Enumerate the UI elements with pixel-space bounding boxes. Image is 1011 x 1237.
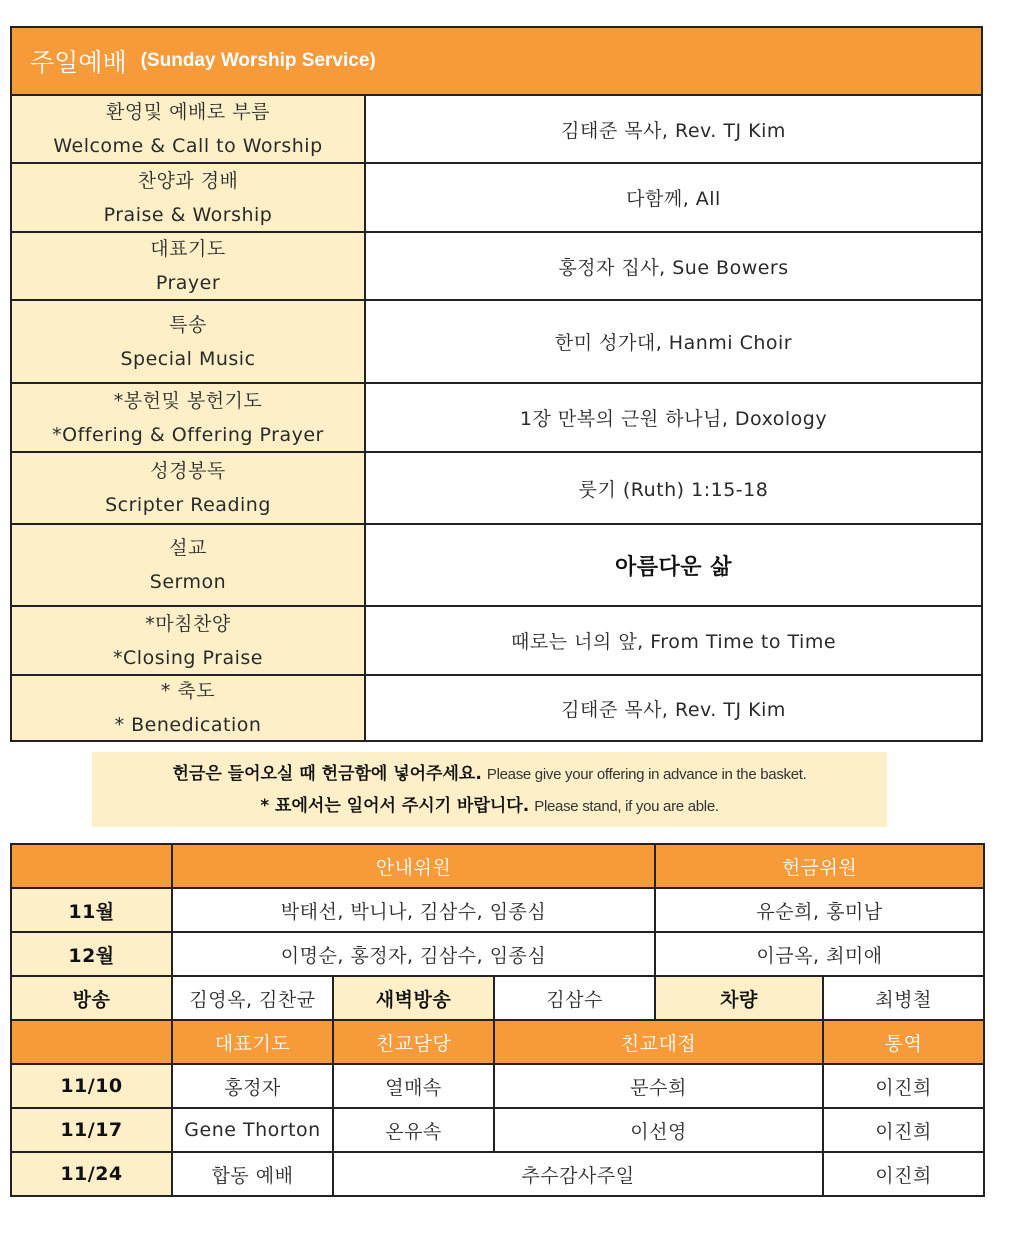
worship-row-closing <box>12 607 981 676</box>
fellowship-header: 친교담당 <box>333 1020 494 1064</box>
notice-ko-1: 헌금은 들어오실 때 헌금함에 넣어주세요. <box>172 763 482 784</box>
worship-header <box>12 28 981 96</box>
item-en: Scripter Reading <box>105 494 271 516</box>
item-en: Prayer <box>155 272 221 294</box>
interpret-name: 이진희 <box>823 1108 984 1152</box>
offering-committee-header: 헌금위원 <box>655 844 984 888</box>
fellowship-name: 온유속 <box>333 1108 494 1152</box>
worship-item-value: 다함께, All <box>626 188 721 210</box>
broadcast-names: 김영옥, 김찬균 <box>172 976 333 1020</box>
worship-title-en: (Sunday Worship Service) <box>140 50 376 71</box>
roster-header-blank <box>11 844 172 888</box>
week-row <box>11 1108 984 1152</box>
item-ko: 환영및 예배로 부름 <box>106 101 270 123</box>
dawn-broadcast-label: 새벽방송 <box>333 976 494 1020</box>
broadcast-row <box>11 976 984 1020</box>
worship-item-label <box>12 164 366 231</box>
interpret-header: 통역 <box>823 1020 984 1064</box>
vehicle-label: 차량 <box>655 976 823 1020</box>
duty-header-blank <box>11 1020 172 1064</box>
item-ko: 성경봉독 <box>150 460 226 482</box>
week-row <box>11 1064 984 1108</box>
worship-item-value: 1장 만복의 근원 하나님, Doxology <box>519 408 828 430</box>
worship-row-welcome <box>12 96 981 164</box>
broadcast-label: 방송 <box>11 976 172 1020</box>
duty-header-row <box>11 1020 984 1064</box>
usher-names: 박태선, 박니나, 김삼수, 임종심 <box>172 888 655 932</box>
interpret-name: 이진희 <box>823 1152 984 1196</box>
notice-line-1 <box>172 758 806 790</box>
worship-row-special-music <box>12 301 981 384</box>
notice-en-2: Please stand, if you are able. <box>534 797 719 815</box>
usher-header: 안내위원 <box>172 844 655 888</box>
prayer-name: 합동 예배 <box>172 1152 333 1196</box>
item-ko: *마침찬양 <box>145 612 231 635</box>
item-en: Praise & Worship <box>103 203 273 226</box>
worship-row-benediction <box>12 676 981 740</box>
roster-header-row <box>11 844 984 888</box>
prayer-header: 대표기도 <box>172 1020 333 1064</box>
interpret-name: 이진희 <box>823 1064 984 1108</box>
item-en: *Closing Praise <box>113 646 263 669</box>
worship-item-label <box>12 233 366 299</box>
usher-names: 이명순, 홍정자, 김삼수, 임종심 <box>172 932 655 976</box>
month-row <box>11 888 984 932</box>
item-en: Sermon <box>149 571 227 593</box>
prayer-name: Gene Thorton <box>172 1108 333 1152</box>
offering-names: 이금옥, 최미애 <box>655 932 984 976</box>
month-label: 11월 <box>11 888 172 932</box>
notice-en-1: Please give your offering in advance in the basket. <box>486 765 807 783</box>
week-row <box>11 1152 984 1196</box>
dawn-broadcast-name: 김삼수 <box>494 976 655 1020</box>
worship-item-value: 한미 성가대, Hanmi Choir <box>554 332 793 354</box>
week-date: 11/17 <box>11 1108 172 1152</box>
week-date: 11/10 <box>11 1064 172 1108</box>
worship-row-offering <box>12 384 981 453</box>
worship-item-value: 룻기 (Ruth) 1:15-18 <box>578 478 769 501</box>
worship-title-ko: 주일예배 <box>30 48 127 77</box>
item-ko: *봉헌및 봉헌기도 <box>113 389 263 412</box>
offering-notice <box>92 752 887 827</box>
thanksgiving-note: 추수감사주일 <box>333 1152 823 1196</box>
item-en: *Offering & Offering Prayer <box>52 423 324 446</box>
item-en: * Benedication <box>114 714 262 736</box>
month-row <box>11 932 984 976</box>
worship-row-sermon <box>12 525 981 607</box>
week-date: 11/24 <box>11 1152 172 1196</box>
worship-item-label <box>12 453 366 523</box>
worship-item-label <box>12 676 366 740</box>
volunteer-roster-table <box>10 843 985 1197</box>
notice-ko-2: * 표에서는 일어서 주시기 바랍니다. <box>260 795 530 816</box>
worship-item-label <box>12 525 366 605</box>
fellowship-name: 열매속 <box>333 1064 494 1108</box>
vehicle-name: 최병철 <box>823 976 984 1020</box>
fellowship-serve-name: 이선영 <box>494 1108 823 1152</box>
item-ko: 대표기도 <box>150 238 226 260</box>
worship-order-table <box>10 26 983 742</box>
worship-row-prayer <box>12 233 981 301</box>
sermon-title: 아름다운 삶 <box>615 554 732 580</box>
worship-item-value: 때로는 너의 앞, From Time to Time <box>510 631 837 653</box>
worship-item-label <box>12 384 366 451</box>
item-ko: 찬양과 경배 <box>137 169 239 192</box>
month-label: 12월 <box>11 932 172 976</box>
worship-item-value: 홍정자 집사, Sue Bowers <box>558 256 789 279</box>
item-ko: 특송 <box>169 313 207 336</box>
worship-item-value: 김태준 목사, Rev. TJ Kim <box>561 698 786 721</box>
worship-row-praise <box>12 164 981 233</box>
notice-line-2 <box>260 790 719 822</box>
item-en: Welcome & Call to Worship <box>53 135 323 157</box>
fellowship-serve-header: 친교대접 <box>494 1020 823 1064</box>
worship-item-label <box>12 96 366 162</box>
item-ko: * 축도 <box>160 680 216 702</box>
worship-item-label <box>12 607 366 674</box>
prayer-name: 홍정자 <box>172 1064 333 1108</box>
worship-item-value: 김태준 목사, Rev. TJ Kim <box>561 119 786 142</box>
worship-item-label <box>12 301 366 382</box>
item-en: Special Music <box>120 347 256 370</box>
worship-row-scripture <box>12 453 981 525</box>
offering-names: 유순희, 홍미남 <box>655 888 984 932</box>
fellowship-serve-name: 문수희 <box>494 1064 823 1108</box>
item-ko: 설교 <box>169 537 207 559</box>
